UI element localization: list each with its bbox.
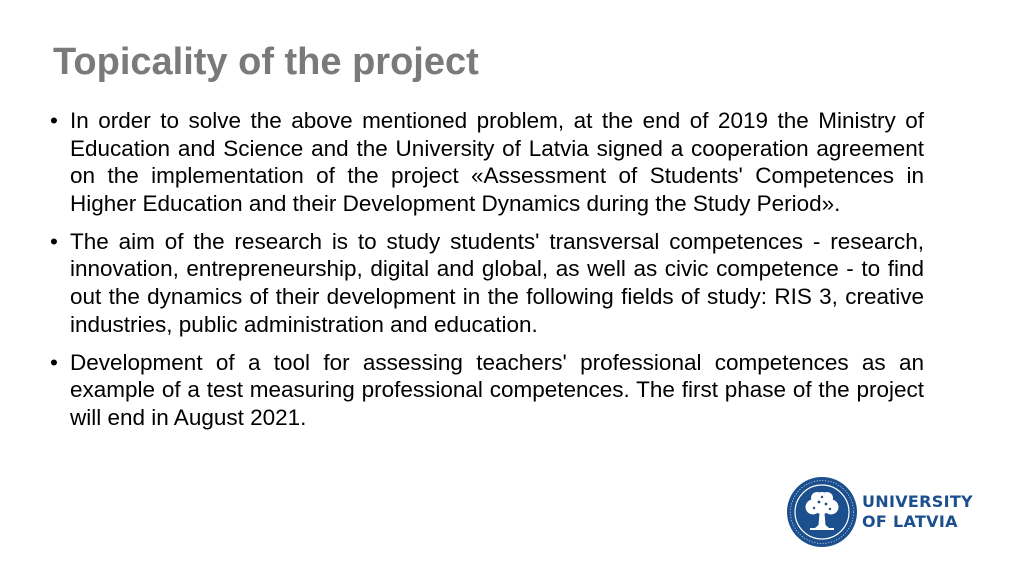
- bullet-text: The aim of the research is to study students' transversal competences - research, innovation, entrepreneurship, digital and global, as well as civic competence - to find out the dynamics of their development in the following fields of study: RIS 3, creative industries, public administration and education.: [70, 228, 924, 337]
- bullet-item-research-aim: [48, 228, 924, 338]
- bullet-text: Development of a tool for assessing teachers' professional competences as an example of a test measuring professional competences. The first phase of the project will end in August 2021.: [70, 349, 924, 430]
- logo-line-1: UNIVERSITY: [862, 492, 973, 511]
- bullet-marker: •: [50, 228, 58, 254]
- bullet-list: [48, 107, 924, 442]
- slide-title: Topicality of the project: [53, 41, 479, 83]
- bullet-text: In order to solve the above mentioned problem, at the end of 2019 the Ministry of Education and Science and the University of Latvia signed a cooperation agreement on the implementation of the project «Assessment of Students' Competences in Higher Education and their Development Dynamics during the Study Period».: [70, 108, 924, 216]
- logo-line-2: OF LATVIA: [862, 512, 958, 531]
- bullet-item-assessment-tool: [48, 349, 924, 432]
- bullet-marker: •: [50, 349, 58, 375]
- oak-tree-seal-icon: [786, 476, 858, 548]
- bullet-marker: •: [50, 108, 58, 133]
- university-logo: [786, 476, 976, 548]
- logo-wordmark: [862, 492, 973, 532]
- bullet-item-agreement: [48, 107, 924, 217]
